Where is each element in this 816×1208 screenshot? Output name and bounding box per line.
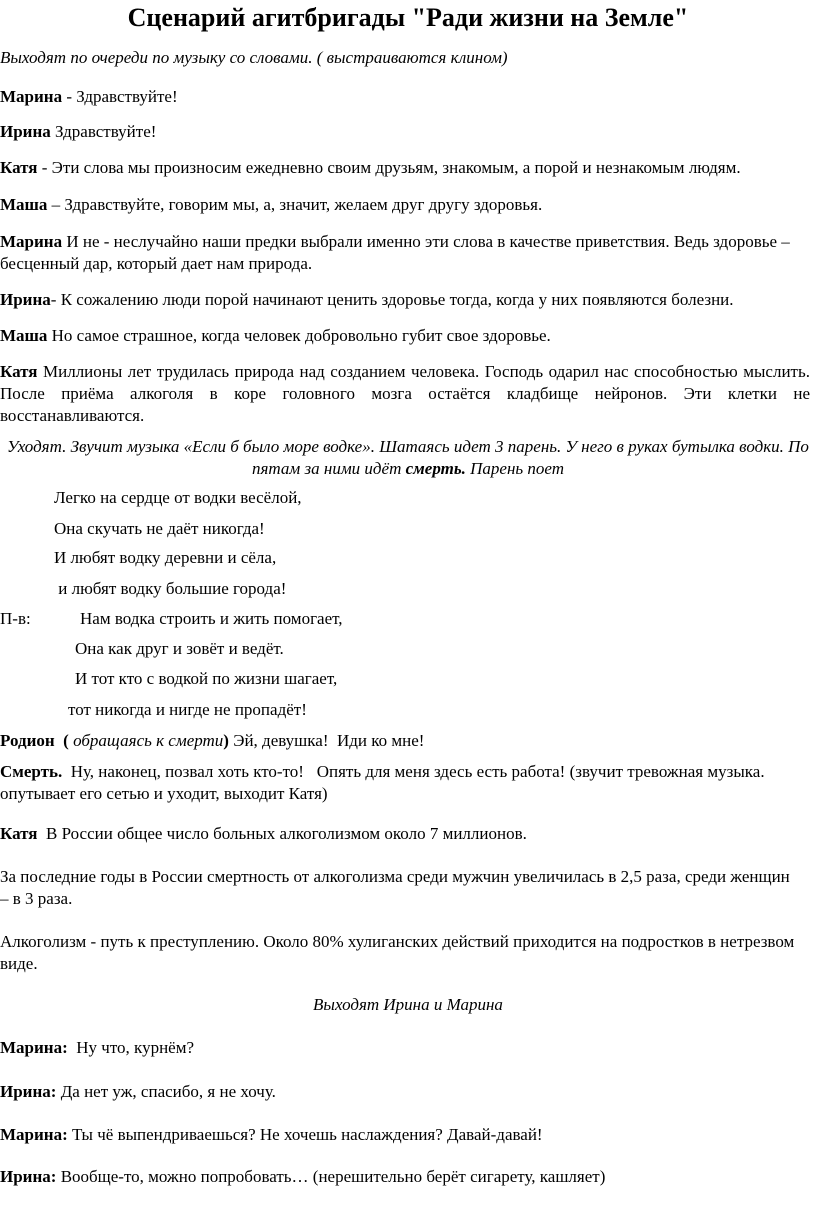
speaker-name: Марина: [0, 87, 63, 106]
line-masha-1: [0, 194, 810, 216]
speaker-name: Марина:: [0, 1125, 68, 1144]
line-text: В России общее число больных алкоголизмом около 7 миллионов.: [37, 824, 527, 843]
speaker-name: Марина:: [0, 1038, 68, 1057]
line-katya-2: [0, 361, 810, 427]
chorus-line: И тот кто с водкой по жизни шагает,: [75, 669, 338, 688]
line-katya-1: [0, 157, 810, 179]
speaker-name: Маша: [0, 326, 48, 345]
document-title: Сценарий агитбригады "Ради жизни на Земле": [127, 3, 689, 32]
speaker-name: Ирина: [0, 290, 51, 309]
dialog-line: [0, 1037, 810, 1059]
speaker-name: Катя: [0, 158, 38, 177]
line-marina-2: [0, 231, 790, 275]
line-text: - Здравствуйте!: [62, 87, 178, 106]
line-text: Да нет уж, спасибо, я не хочу.: [56, 1082, 276, 1101]
line-text: – Здравствуйте, говорим мы, а, значит, желаем друг другу здоровья.: [47, 195, 543, 214]
dialog-line: [0, 1124, 810, 1146]
speaker-name: Катя: [0, 824, 38, 843]
song-line: И любят водку деревни и сёла,: [54, 548, 277, 567]
line-text: Ну, наконец, позвал хоть кто-то! Опять для меня здесь есть работа! (звучит тревожная музыка. опутывает его сетью и уходит, выходит Катя): [0, 762, 769, 803]
line-text: Но самое страшное, когда человек добровольно губит свое здоровье.: [47, 326, 551, 345]
line-masha-2: [0, 325, 810, 347]
line-text: Вообще-то, можно попробовать… (нерешительно берёт сигарету, кашляет): [56, 1167, 606, 1186]
line-text: И не - неслучайно наши предки выбрали именно эти слова в качестве приветствия. Ведь здоровье – бесценный дар, который дает нам природа.: [0, 232, 790, 273]
speaker-name: Ирина:: [0, 1167, 57, 1186]
line-irina-1: [0, 121, 810, 143]
speaker-name: Ирина:: [0, 1082, 57, 1101]
stage-direction-song: Уходят. Звучит музыка «Если б было море водке». Шатаясь идет 3 парень. У него в руках бутылка водки. По пятам за ними идёт смерть. Парень поет: [7, 437, 809, 478]
speaker-name: Ирина: [0, 122, 51, 141]
speaker-name: Маша: [0, 195, 48, 214]
chorus-line: Нам водка строить и жить помогает,: [80, 609, 343, 628]
speaker-name: Катя: [0, 362, 38, 381]
line-text: - Эти слова мы произносим ежедневно своим друзьям, знакомым, а порой и незнакомым людям.: [37, 158, 741, 177]
line-text: Эй, девушка! Иди ко мне!: [228, 731, 425, 750]
dialog-line: [0, 1081, 810, 1103]
statistics-paragraph: За последние годы в России смертность от алкоголизма среди мужчин увеличилась в 2,5 раза, среди женщин – в 3 раза.: [0, 867, 790, 908]
speaker-name: Родион (: [0, 731, 69, 750]
line-death: [0, 761, 790, 805]
line-katya-3: [0, 823, 810, 845]
song-line: Она скучать не даёт никогда!: [54, 519, 265, 538]
stage-direction-enter: Выходят Ирина и Марина: [313, 995, 503, 1014]
line-text: Миллионы лет трудилась природа над созданием человека. Господь одарил нас способностью мыслить. После приёма алкоголя в коре головного мозга остаётся кладбище нейронов. Эти клетки не восстанавливаются.: [0, 362, 810, 425]
speaker-name: Смерть.: [0, 762, 63, 781]
crime-paragraph: Алкоголизм - путь к преступлению. Около 80% хулиганских действий приходится на подростков в нетрезвом виде.: [0, 932, 795, 973]
intro-stage-direction: Выходят по очереди по музыку со словами. ( выстраиваются клином): [0, 48, 508, 67]
song-line: и любят водку большие города!: [54, 579, 287, 598]
line-text: - К сожалению люди порой начинают ценить здоровье тогда, когда у них появляются болезни.: [50, 290, 734, 309]
line-rodion: Родион ( обращаясь к смерти) Эй, девушка! Иди ко мне!: [0, 731, 425, 750]
line-marina-1: [0, 86, 810, 108]
line-text: Ты чё выпендриваешься? Не хочешь наслаждения? Давай-давай!: [67, 1125, 543, 1144]
dialog-line: [0, 1166, 810, 1188]
line-text: Ну что, курнём?: [67, 1038, 195, 1057]
line-text: Здравствуйте!: [50, 122, 157, 141]
chorus-line: тот никогда и нигде не пропадёт!: [68, 700, 307, 719]
stage-remark: обращаясь к смерти: [68, 731, 224, 750]
song-line: Легко на сердце от водки весёлой,: [54, 488, 302, 507]
speaker-name: Марина: [0, 232, 63, 251]
line-irina-2: [0, 289, 810, 311]
chorus-label: П-в:: [0, 609, 31, 628]
chorus-line: Она как друг и зовёт и ведёт.: [75, 639, 284, 658]
death-character-name: смерть.: [405, 459, 466, 478]
